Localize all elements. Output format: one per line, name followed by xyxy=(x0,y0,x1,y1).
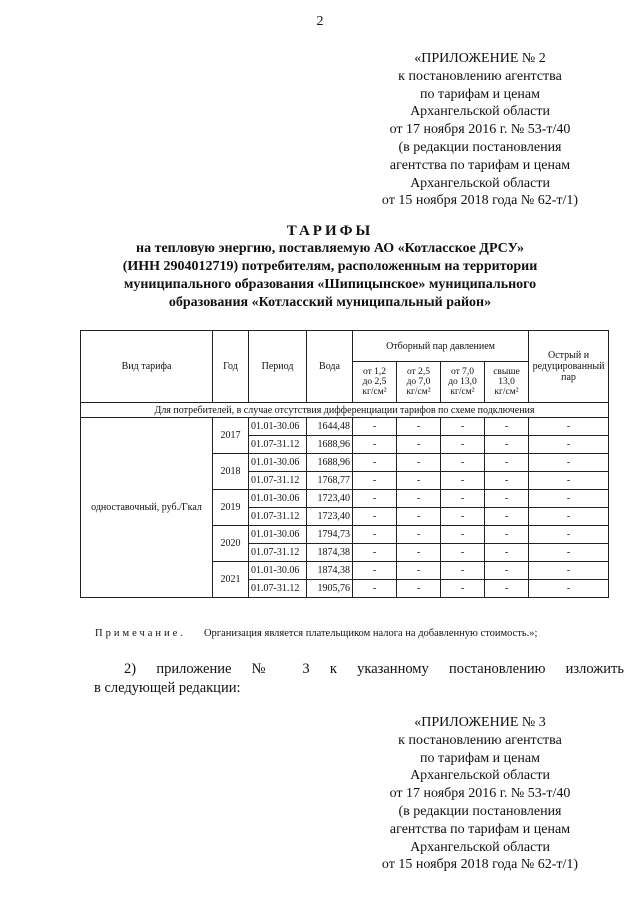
steam-value-cell: - xyxy=(485,508,529,526)
year-cell: 2017 xyxy=(213,418,249,454)
appendix-line: по тарифам и ценам xyxy=(420,86,540,102)
header-period: Период xyxy=(249,331,307,403)
document-title xyxy=(100,222,560,312)
header-tariff-type: Вид тарифа xyxy=(81,331,213,403)
period-cell: 01.01-30.06 xyxy=(249,490,307,508)
steam-value-cell: - xyxy=(485,562,529,580)
steam-value-cell: - xyxy=(397,526,441,544)
header-year: Год xyxy=(213,331,249,403)
steam-value-cell: - xyxy=(529,544,609,562)
tariff-type-cell: одноставочный, руб./Гкал xyxy=(81,418,213,598)
steam-value-cell: - xyxy=(353,580,397,598)
header-sharp-steam xyxy=(529,331,609,403)
steam-value-cell: - xyxy=(485,580,529,598)
header-text: 13,0 xyxy=(498,377,515,387)
appendix-line: Архангельской области xyxy=(410,839,550,855)
header-text: до 13,0 xyxy=(448,377,477,387)
water-value-cell: 1874,38 xyxy=(307,562,353,580)
steam-value-cell: - xyxy=(397,562,441,580)
header-text: Острый и xyxy=(547,350,590,361)
steam-value-cell: - xyxy=(397,418,441,436)
steam-value-cell: - xyxy=(529,508,609,526)
appendix-line: агентства по тарифам и ценам xyxy=(389,157,571,173)
steam-value-cell: - xyxy=(353,418,397,436)
steam-value-cell: - xyxy=(353,454,397,472)
steam-value-cell: - xyxy=(485,526,529,544)
title-line: образования «Котласский муниципальный район» xyxy=(168,295,492,310)
steam-value-cell: - xyxy=(397,544,441,562)
period-cell: 01.07-31.12 xyxy=(249,436,307,454)
appendix-line: Архангельской области xyxy=(410,768,550,784)
header-text: от 1,2 xyxy=(362,367,387,377)
steam-value-cell: - xyxy=(529,418,609,436)
header-text: кг/см² xyxy=(362,387,387,397)
steam-value-cell: - xyxy=(397,490,441,508)
water-value-cell: 1768,77 xyxy=(307,472,353,490)
title-line: на тепловую энергию, поставляемую АО «Котласское ДРСУ» xyxy=(136,241,524,256)
header-steam-col-3 xyxy=(441,362,485,403)
header-steam-col-1 xyxy=(353,362,397,403)
water-value-cell: 1723,40 xyxy=(307,490,353,508)
steam-value-cell: - xyxy=(441,436,485,454)
steam-value-cell: - xyxy=(529,436,609,454)
header-water: Вода xyxy=(307,331,353,403)
year-cell: 2019 xyxy=(213,490,249,526)
steam-value-cell: - xyxy=(529,526,609,544)
appendix-line: Архангельской области xyxy=(410,175,550,191)
header-steam-col-2 xyxy=(397,362,441,403)
period-cell: 01.01-30.06 xyxy=(249,562,307,580)
steam-value-cell: - xyxy=(397,472,441,490)
note-label: Примечание. xyxy=(95,628,186,639)
steam-value-cell: - xyxy=(485,544,529,562)
title-line: (ИНН 2904012719) потребителям, расположенным на территории xyxy=(122,259,538,274)
period-cell: 01.01-30.06 xyxy=(249,418,307,436)
year-cell: 2018 xyxy=(213,454,249,490)
steam-value-cell: - xyxy=(353,544,397,562)
title-heading: ТАРИФЫ xyxy=(286,223,374,239)
header-text: до 2,5 xyxy=(362,377,387,387)
water-value-cell: 1688,96 xyxy=(307,454,353,472)
appendix-line: «ПРИЛОЖЕНИЕ № 3 xyxy=(414,715,546,730)
appendix-line: от 15 ноября 2018 года № 62-т/1) xyxy=(381,193,579,209)
steam-value-cell: - xyxy=(397,508,441,526)
steam-value-cell: - xyxy=(529,472,609,490)
tariff-table xyxy=(80,330,609,598)
appendix-line: от 17 ноября 2016 г. № 53-т/40 xyxy=(389,786,571,802)
steam-value-cell: - xyxy=(353,436,397,454)
header-text: редуцированный xyxy=(532,361,605,372)
appendix-line: от 15 ноября 2018 года № 62-т/1) xyxy=(381,857,579,873)
steam-value-cell: - xyxy=(441,526,485,544)
appendix-line: к постановлению агентства xyxy=(398,732,562,748)
steam-value-cell: - xyxy=(529,490,609,508)
appendix-line: по тарифам и ценам xyxy=(420,750,540,766)
header-text: от 7,0 xyxy=(450,367,475,377)
header-text: кг/см² xyxy=(406,387,431,397)
steam-value-cell: - xyxy=(441,508,485,526)
appendix-line: к постановлению агентства xyxy=(398,68,562,84)
amendment-paragraph xyxy=(94,660,624,698)
header-text: пар xyxy=(561,372,576,383)
table-body xyxy=(81,418,609,598)
steam-value-cell: - xyxy=(441,454,485,472)
paragraph-line: 2) приложение № 3 к указанному постановлению изложить xyxy=(124,661,624,677)
appendix-line: (в редакции постановления xyxy=(398,139,562,155)
steam-value-cell: - xyxy=(441,580,485,598)
steam-value-cell: - xyxy=(485,436,529,454)
year-cell: 2021 xyxy=(213,562,249,598)
water-value-cell: 1794,73 xyxy=(307,526,353,544)
steam-value-cell: - xyxy=(485,418,529,436)
steam-value-cell: - xyxy=(397,436,441,454)
water-value-cell: 1644,48 xyxy=(307,418,353,436)
period-cell: 01.07-31.12 xyxy=(249,472,307,490)
steam-value-cell: - xyxy=(441,562,485,580)
header-steam-col-4 xyxy=(485,362,529,403)
table-header-row xyxy=(81,331,609,362)
title-line: муниципального образования «Шипицынское» муниципального xyxy=(123,277,537,292)
header-text: свыше xyxy=(493,367,520,377)
page-number: 2 xyxy=(316,14,324,29)
table-span-row xyxy=(81,403,609,418)
period-cell: 01.07-31.12 xyxy=(249,580,307,598)
paragraph-line: в следующей редакции: xyxy=(94,680,241,696)
note-text: Организация является плательщиком налога на добавленную стоимость.»; xyxy=(203,628,538,639)
header-text: кг/см² xyxy=(450,387,475,397)
steam-value-cell: - xyxy=(353,508,397,526)
steam-value-cell: - xyxy=(441,418,485,436)
steam-value-cell: - xyxy=(485,472,529,490)
steam-value-cell: - xyxy=(353,562,397,580)
header-steam-group: Отборный пар давлением xyxy=(353,331,529,362)
steam-value-cell: - xyxy=(397,454,441,472)
period-cell: 01.01-30.06 xyxy=(249,526,307,544)
water-value-cell: 1874,38 xyxy=(307,544,353,562)
year-cell: 2020 xyxy=(213,526,249,562)
steam-value-cell: - xyxy=(441,472,485,490)
water-value-cell: 1723,40 xyxy=(307,508,353,526)
steam-value-cell: - xyxy=(485,454,529,472)
appendix-line: «ПРИЛОЖЕНИЕ № 2 xyxy=(414,51,546,66)
steam-value-cell: - xyxy=(441,544,485,562)
appendix-line: от 17 ноября 2016 г. № 53-т/40 xyxy=(389,122,571,138)
steam-value-cell: - xyxy=(529,562,609,580)
steam-value-cell: - xyxy=(441,490,485,508)
period-cell: 01.07-31.12 xyxy=(249,508,307,526)
header-text: до 7,0 xyxy=(406,377,431,387)
period-cell: 01.07-31.12 xyxy=(249,544,307,562)
header-text: от 2,5 xyxy=(406,367,431,377)
steam-value-cell: - xyxy=(353,472,397,490)
appendix-line: агентства по тарифам и ценам xyxy=(389,821,571,837)
water-value-cell: 1688,96 xyxy=(307,436,353,454)
appendix-line: (в редакции постановления xyxy=(398,803,562,819)
appendix-header-top xyxy=(330,50,630,210)
header-text: кг/см² xyxy=(494,387,519,397)
span-row-text: Для потребителей, в случае отсутствия дифференциации тарифов по схеме подключения xyxy=(81,403,609,418)
steam-value-cell: - xyxy=(353,526,397,544)
steam-value-cell: - xyxy=(397,580,441,598)
appendix-header-bottom xyxy=(330,714,630,874)
steam-value-cell: - xyxy=(485,490,529,508)
note xyxy=(95,628,537,639)
steam-value-cell: - xyxy=(353,490,397,508)
period-cell: 01.01-30.06 xyxy=(249,454,307,472)
table-row xyxy=(81,418,609,436)
appendix-line: Архангельской области xyxy=(410,104,550,120)
steam-value-cell: - xyxy=(529,454,609,472)
water-value-cell: 1905,76 xyxy=(307,580,353,598)
steam-value-cell: - xyxy=(529,580,609,598)
